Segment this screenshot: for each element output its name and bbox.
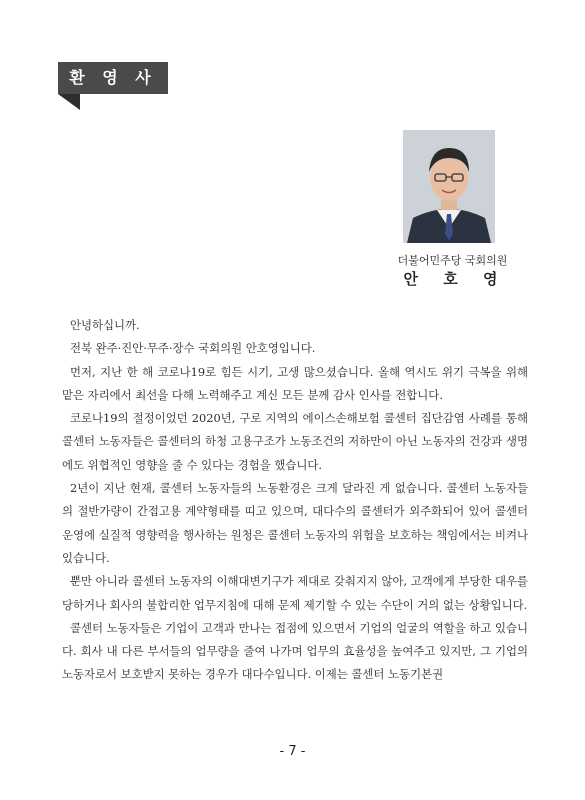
author-affiliation: 더불어민주당 국회의원 bbox=[397, 254, 508, 267]
section-title: 환 영 사 bbox=[69, 68, 157, 87]
author-photo bbox=[403, 130, 495, 243]
section-title-banner bbox=[58, 62, 168, 94]
paragraph: 코로나19의 절정이었던 2020년, 구로 지역의 에이스손해보험 콜센터 집단감염 사례를 통해 콜센터 노동자들은 콜센터의 하청 고용구조가 노동조건의 저하만이 아닌 노동자의 건강과 생명에도 위협적인 영향을 줄 수 있다는 경험을 했습니다. bbox=[62, 411, 528, 472]
portrait-illustration bbox=[403, 130, 495, 243]
paragraph: 뿐만 아니라 콜센터 노동자의 이해대변기구가 제대로 갖춰지지 않아, 고객에게 부당한 대우를 당하거나 회사의 불합리한 업무지침에 대해 문제 제기할 수 있는 수단이 거의 없는 상황입니다. bbox=[62, 574, 528, 612]
page-number: - 7 - bbox=[279, 744, 306, 759]
paragraph: 전북 완주·진안·무주·장수 국회의원 안호영입니다. bbox=[70, 341, 316, 356]
paragraph: 2년이 지난 현재, 콜센터 노동자들의 노동환경은 크게 달라진 게 없습니다. 콜센터 노동자들의 절반가량이 간접고용 계약형태를 띠고 있으며, 대다수의 콜센터가 외주화되어 있어 콜센터 운영에 실질적 영향력을 행사하는 원청은 콜센터 노동자의 위험을 보호하는 책임에서는 비켜나 있습니다. bbox=[62, 481, 528, 565]
paragraph: 안녕하십니까. bbox=[70, 318, 140, 332]
banner-fold-decoration bbox=[58, 94, 80, 110]
author-name: 안 호 영 bbox=[403, 270, 508, 288]
letter-body bbox=[62, 314, 528, 687]
paragraph: 콜센터 노동자들은 기업이 고객과 만나는 접점에 있으면서 기업의 얼굴의 역할을 하고 있습니다. 회사 내 다른 부서들의 업무량을 줄여 나가며 업무의 효율성을 높여주고 있지만, 그 기업의 노동자로서 보호받지 못하는 경우가 대다수입니다. 이제는 콜센터 노동기본권 bbox=[62, 620, 528, 682]
paragraph: 먼저, 지난 한 해 코로나19로 힘든 시기, 고생 많으셨습니다. 올해 역시도 위기 극복을 위해 맡은 자리에서 최선을 다해 노력해주고 계신 모든 분께 감사 인사를 전합니다. bbox=[62, 364, 528, 402]
